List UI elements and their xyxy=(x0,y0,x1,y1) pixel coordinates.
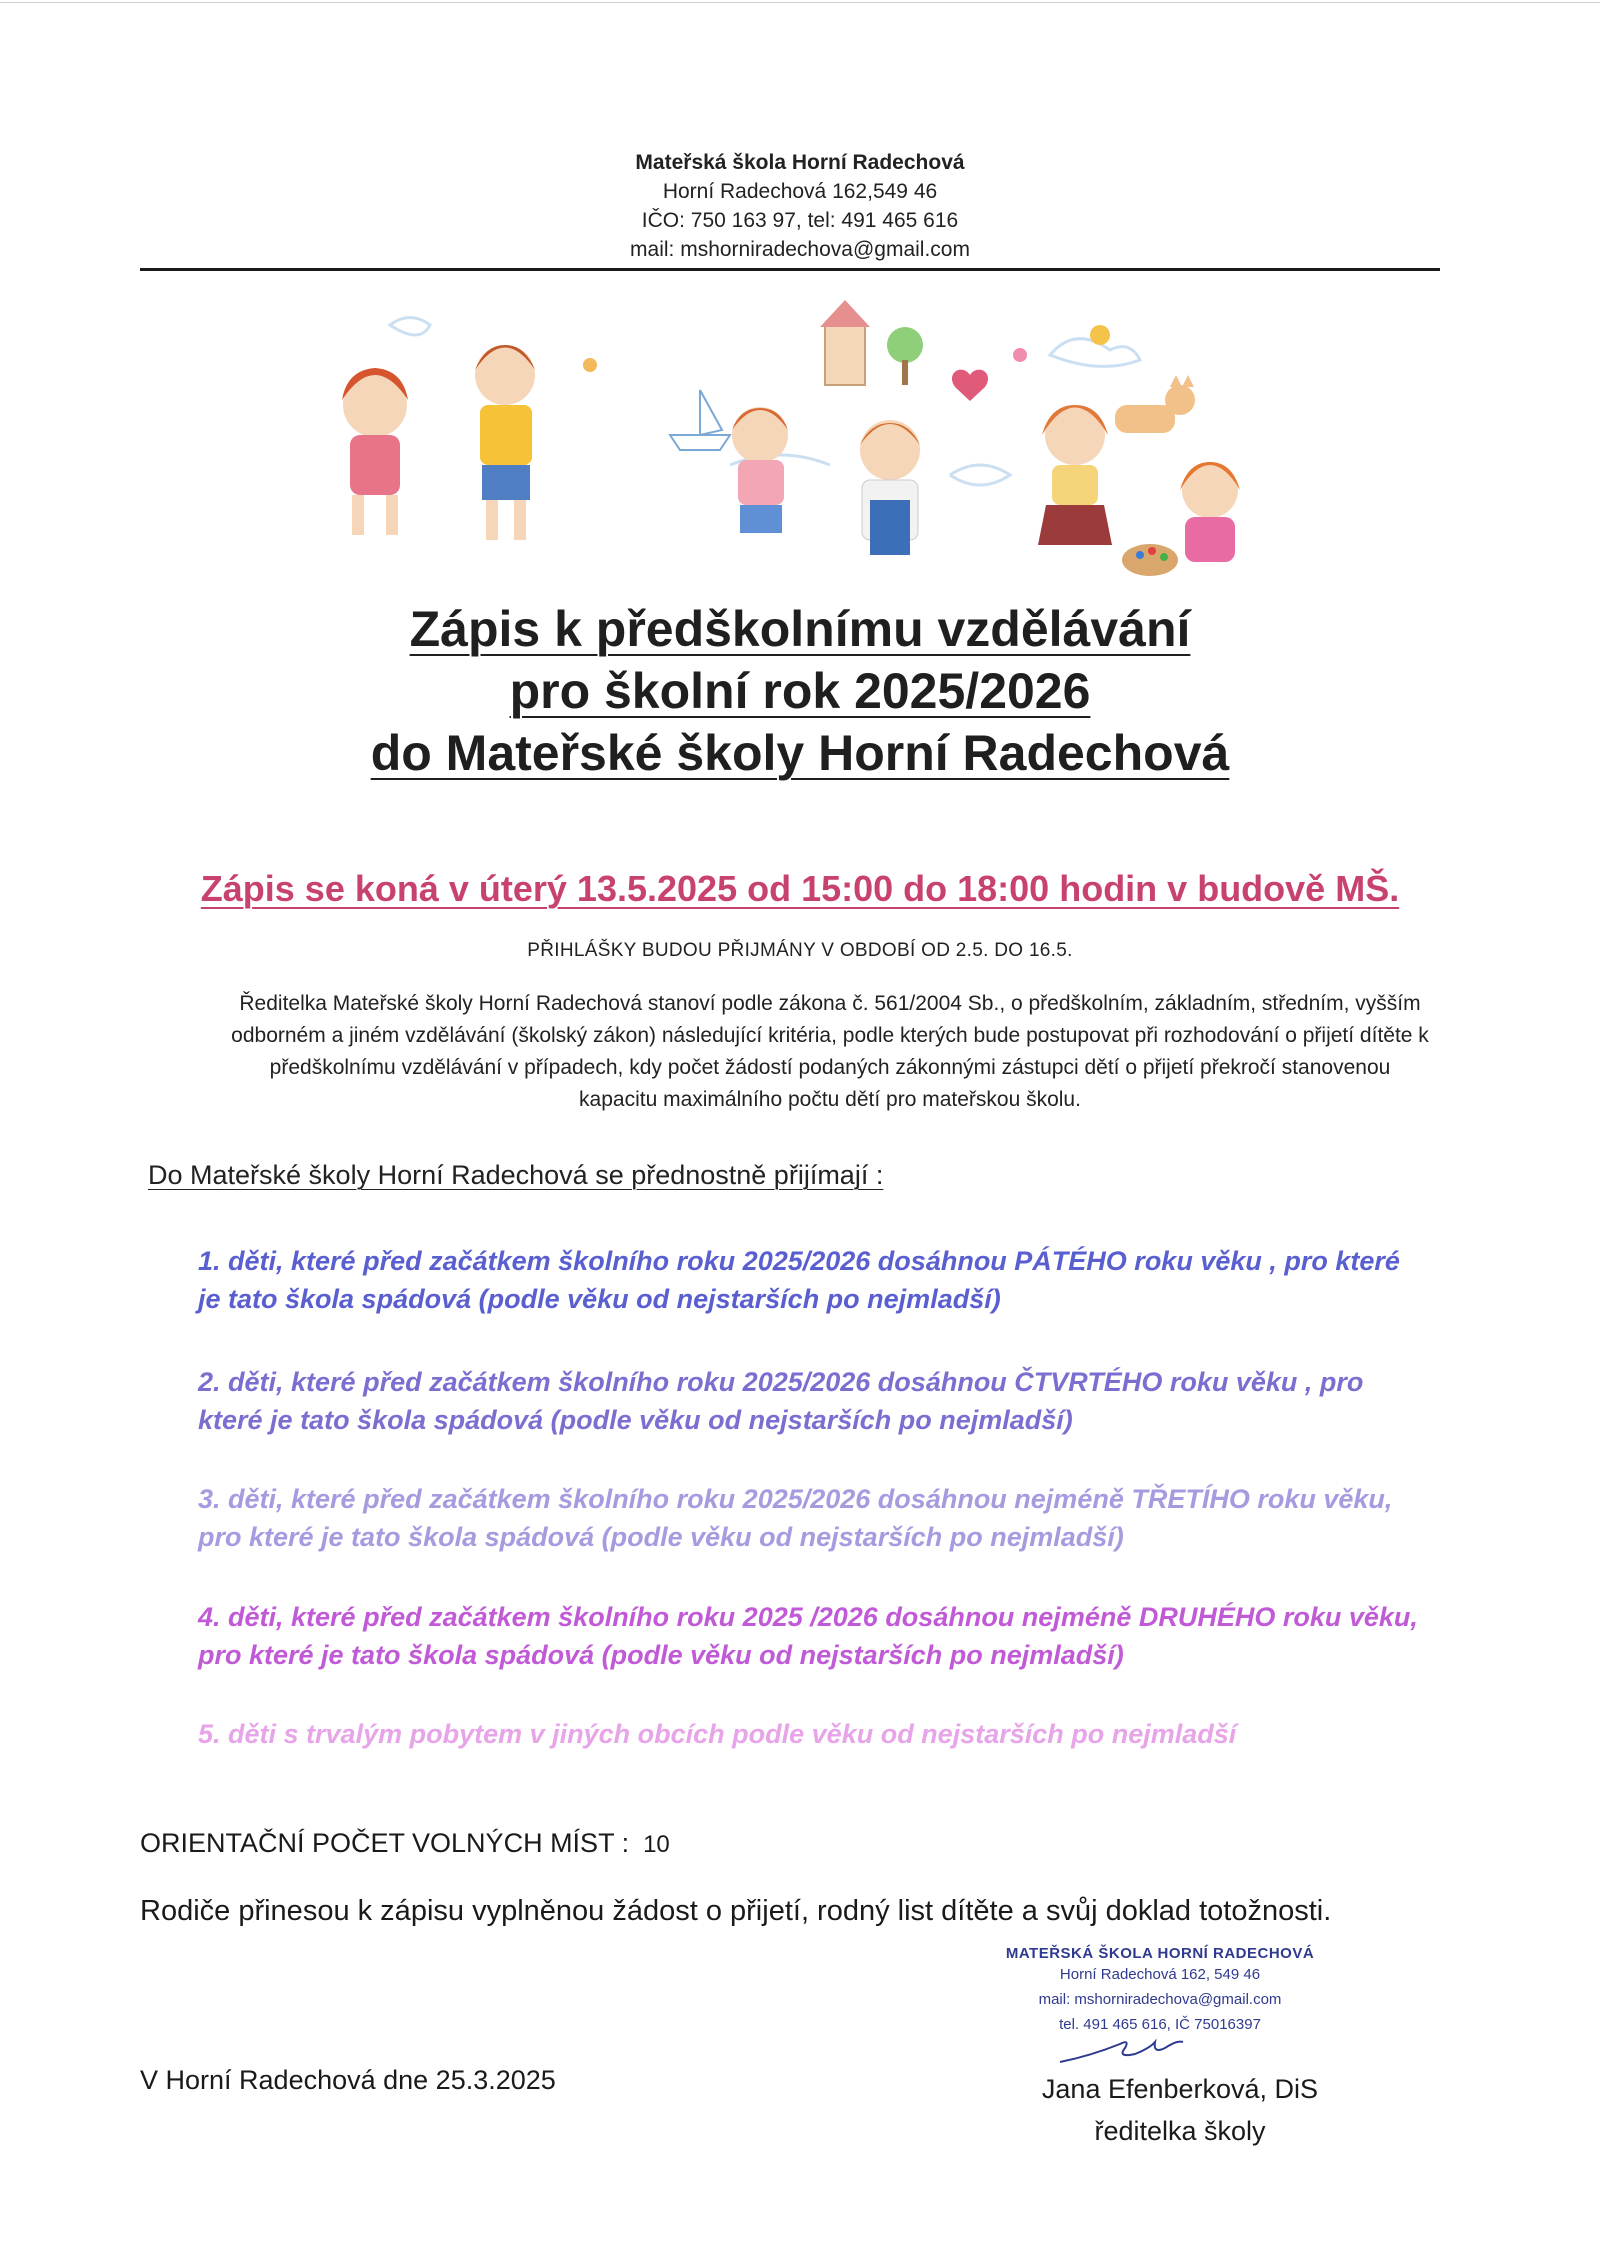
signatory-name: Jana Efenberková, DiS xyxy=(1041,2074,1319,2104)
header-divider xyxy=(140,268,1440,271)
criterion-item: 2. děti, které před začátkem školního roku 2025/2026 dosáhnou ČTVRTÉHO roku věku , pro které je tato škola spádová (podle věku od nejstarších po nejmladší) xyxy=(198,1367,1364,1435)
documents-notice: Rodiče přinesou k zápisu vyplněnou žádost o přijetí, rodný list dítěte a svůj doklad totožnosti. xyxy=(140,1895,1332,1927)
handwritten-signature xyxy=(1055,2030,1235,2070)
applications-notice: PŘIHLÁŠKY BUDOU PŘIJMÁNY V OBDOBÍ OD 2.5. DO 16.5. xyxy=(527,940,1073,961)
children-drawing-illustration xyxy=(330,285,1280,585)
stamp-contact: tel. 491 465 616, IČ 75016397 xyxy=(1059,2016,1261,2033)
title-line-2: pro školní rok 2025/2026 xyxy=(509,663,1091,719)
letterhead-address: Horní Radechová 162,549 46 xyxy=(662,180,938,203)
criterion-item: 5. děti s trvalým pobytem v jiných obcích podle věku od nejstarších po nejmladší xyxy=(198,1719,1237,1749)
letterhead-ids: IČO: 750 163 97, tel: 491 465 616 xyxy=(641,209,959,232)
top-edge-line xyxy=(0,2,1600,3)
title-line-1: Zápis k předškolnímu vzdělávání xyxy=(409,601,1191,657)
criterion-item: 1. děti, které před začátkem školního roku 2025/2026 dosáhnou PÁTÉHO roku věku , pro které je tato škola spádová (podle věku od nejstarších po nejmladší) xyxy=(198,1246,1400,1314)
enrollment-notice: Zápis se koná v úterý 13.5.2025 od 15:00 do 18:00 hodin v budově MŠ. xyxy=(200,868,1400,909)
house-drawing xyxy=(820,300,923,385)
stamp-address: Horní Radechová 162, 549 46 xyxy=(1059,1966,1261,1983)
criteria-heading: Do Mateřské školy Horní Radechová se přednostně přijímají : xyxy=(148,1160,884,1190)
letterhead xyxy=(400,148,1200,264)
criterion-item: 3. děti, které před začátkem školního roku 2025/2026 dosáhnou nejméně TŘETÍHO roku věku, pro které je tato škola spádová (podle věku od nejstarších po nejmladší) xyxy=(198,1484,1393,1552)
school-stamp xyxy=(980,1945,1340,2037)
signatory-role: ředitelka školy xyxy=(1094,2116,1266,2146)
free-seats-value: 10 xyxy=(643,1831,670,1858)
free-seats xyxy=(140,1828,670,1859)
letterhead-school-name: Mateřská škola Horní Radechová xyxy=(635,151,965,174)
letterhead-mail: mail: mshorniradechova@gmail.com xyxy=(630,238,970,261)
signatory xyxy=(960,2068,1400,2152)
document-title xyxy=(200,598,1400,784)
title-line-3: do Mateřské školy Horní Radechová xyxy=(370,725,1230,781)
criterion-item: 4. děti, které před začátkem školního roku 2025 /2026 dosáhnou nejméně DRUHÉHO roku věku, pro které je tato škola spádová (podle věku od nejstarších po nejmladší) xyxy=(198,1602,1418,1670)
stamp-mail: mail: mshorniradechova@gmail.com xyxy=(1038,1991,1282,2008)
free-seats-label: ORIENTAČNÍ POČET VOLNÝCH MÍST : xyxy=(140,1828,630,1858)
place-and-date: V Horní Radechová dne 25.3.2025 xyxy=(140,2065,556,2095)
intro-paragraph: Ředitelka Mateřské školy Horní Radechová stanoví podle zákona č. 561/2004 Sb., o předškolním, základním, středním, vyšším odborném a jiném vzdělávání (školský zákon) následující kritéria, podle kterých bude postupovat při rozhodování o přijetí dítěte k předškolnímu vzdělávání v případech, kdy počet žádostí podaných zákonnými zástupci dětí o přijetí překročí stanovenou kapacitu maximálního počtu dětí pro mateřskou školu. xyxy=(231,992,1429,1111)
stamp-school-name: MATEŘSKÁ ŠKOLA HORNÍ RADECHOVÁ xyxy=(1005,1945,1315,1962)
